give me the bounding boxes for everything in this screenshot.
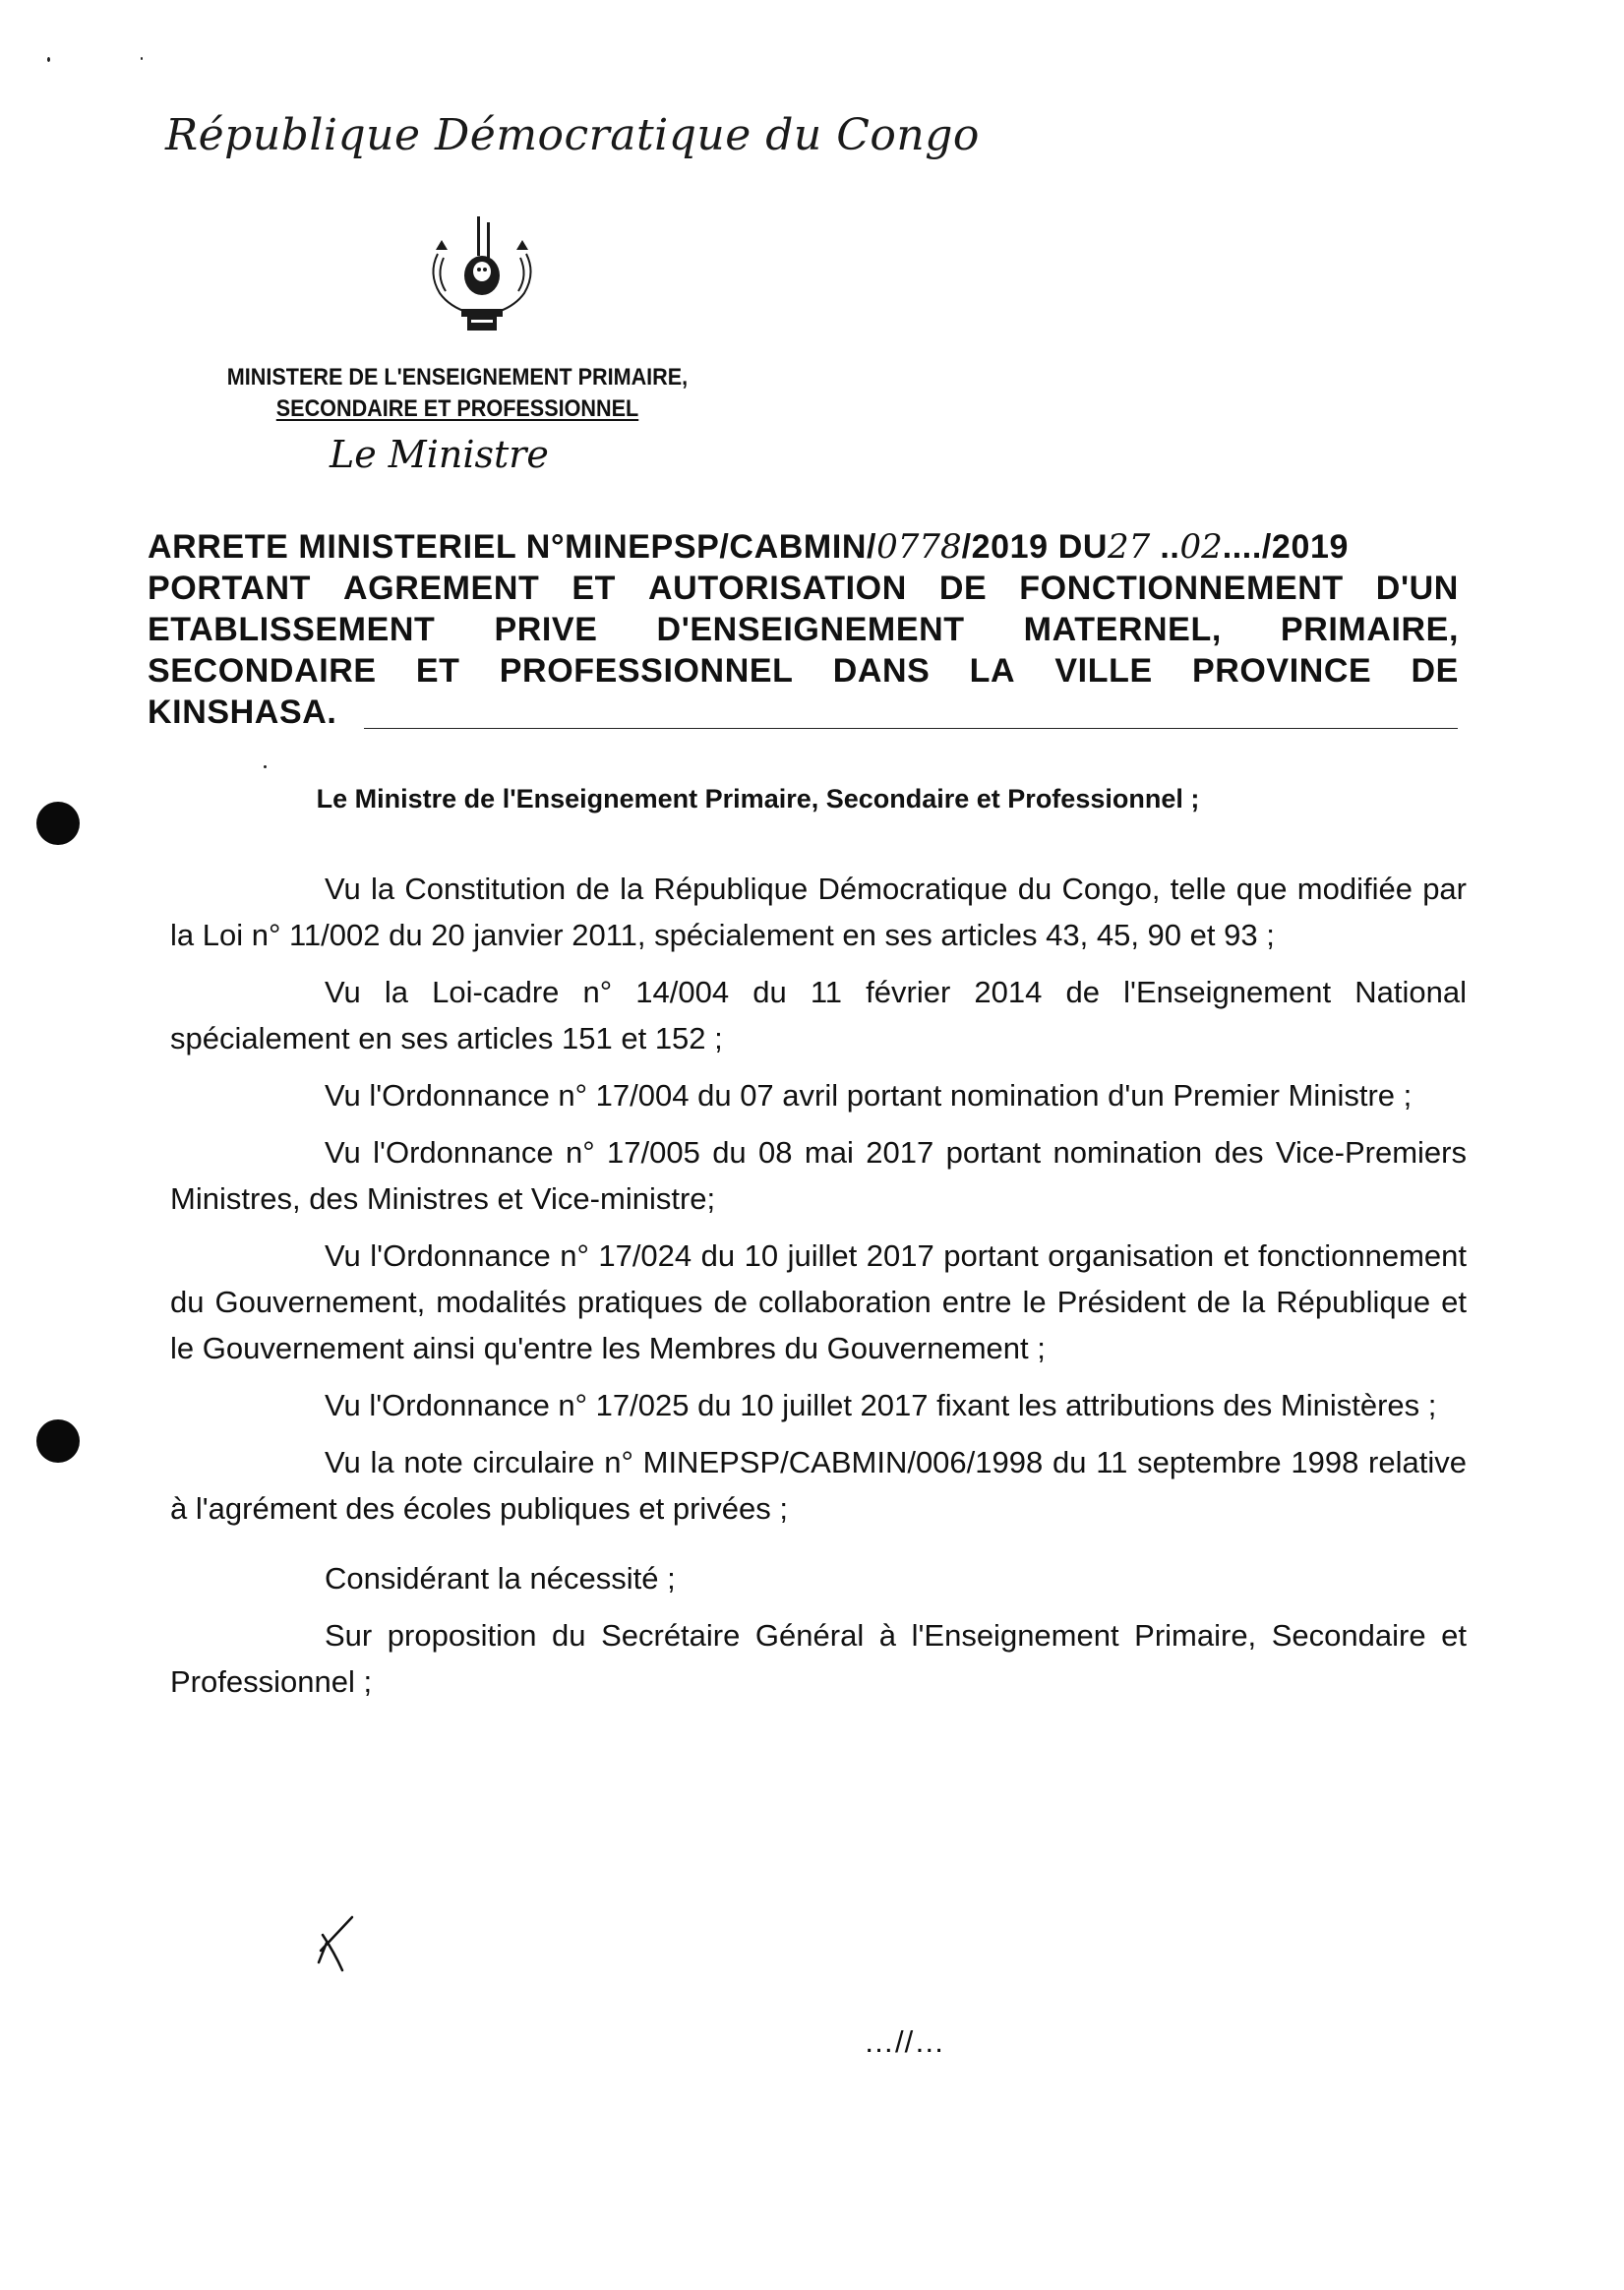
handwritten-initial-mark — [313, 1913, 368, 1974]
decree-title-line4 — [148, 650, 1459, 692]
country-name: République Démocratique du Congo — [165, 110, 980, 160]
ministry-name-line2-wrapper — [46, 395, 870, 423]
paragraph-ordonnance-17-004: Vu l'Ordonnance n° 17/004 du 07 avril portant nomination d'un Premier Ministre ; — [325, 1078, 1413, 1113]
decree-dots: .. — [1150, 528, 1180, 566]
w: PROFESSIONNEL — [499, 652, 794, 690]
w: AGREMENT — [343, 570, 540, 607]
paragraph-loi-cadre: Vu la Loi-cadre n° 14/004 du 11 février 2014 de l'Enseignement National spécialement en ses articles 151 et 152 ; — [170, 975, 1467, 1055]
scan-speck — [141, 57, 143, 60]
decree-title-underline — [364, 728, 1458, 729]
decree-title-line5: KINSHASA. — [148, 693, 337, 731]
w: DE — [1411, 652, 1459, 690]
minister-title: Le Ministre — [330, 433, 549, 476]
paragraph-ordonnance-17-024: Vu l'Ordonnance n° 17/024 du 10 juillet 2017 portant organisation et fonctionnement du Gouvernement, modalités pratiques de collaboration entre le Président de la République et le Gouvernement ainsi qu'entre les Membres du Gouvernement ; — [170, 1238, 1467, 1365]
ministry-name-line2: SECONDAIRE ET PROFESSIONNEL — [275, 395, 639, 422]
scan-speck — [47, 57, 50, 62]
w: PRIVE — [494, 611, 598, 648]
w: VILLE — [1054, 652, 1153, 690]
decree-title — [148, 526, 1459, 733]
paragraph-ordonnance-17-025: Vu l'Ordonnance n° 17/025 du 10 juillet 2017 fixant les attributions des Ministères ; — [325, 1388, 1437, 1422]
paragraph-constitution: Vu la Constitution de la République Démocratique du Congo, telle que modifiée par la Loi n° 11/002 du 20 janvier 2011, spécialement en ses articles 43, 45, 90 et 93 ; — [170, 872, 1467, 952]
decree-year: /2019 DU — [961, 528, 1109, 566]
decree-title-line1-text — [148, 526, 1349, 568]
w: DE — [938, 570, 988, 607]
paragraph-note-circulaire: Vu la note circulaire n° MINEPSP/CABMIN/006/1998 du 11 septembre 1998 relative à l'agrément des écoles publiques et privées ; — [170, 1445, 1467, 1526]
w: D'ENSEIGNEMENT — [656, 611, 965, 648]
w: ET — [571, 570, 617, 607]
preamble-body — [170, 866, 1467, 1716]
paragraph-considerant: Considérant la nécessité ; — [325, 1561, 676, 1596]
decree-title-line2 — [148, 568, 1459, 609]
w: AUTORISATION — [648, 570, 907, 607]
decree-number-handwritten: 0778 — [876, 527, 962, 567]
decree-suffix: ..../2019 — [1222, 528, 1349, 566]
ministry-name-line1: MINISTERE DE L'ENSEIGNEMENT PRIMAIRE, — [226, 364, 689, 391]
w: MATERNEL, — [1023, 611, 1222, 648]
w: FONCTIONNEMENT — [1019, 570, 1344, 607]
w: PRIMAIRE, — [1280, 611, 1459, 648]
decree-month-handwritten: 02 — [1179, 527, 1223, 567]
decree-title-line1 — [148, 526, 1459, 568]
punch-hole — [36, 1419, 80, 1463]
w: SECONDAIRE — [148, 652, 377, 690]
w: D'UN — [1375, 570, 1459, 607]
w: ET — [415, 652, 460, 690]
w: ETABLISSEMENT — [148, 611, 436, 648]
page-continuation-mark: …//… — [864, 2024, 946, 2059]
preamble-heading: Le Ministre de l'Enseignement Primaire, Secondaire et Professionnel ; — [316, 784, 1200, 814]
scan-speck — [264, 765, 267, 768]
w: LA — [969, 652, 1016, 690]
decree-title-line3 — [148, 609, 1459, 650]
decree-day-handwritten: 27 — [1108, 527, 1151, 567]
w: DANS — [832, 652, 931, 690]
decree-prefix: ARRETE MINISTERIEL N°MINEPSP/CABMIN/ — [148, 528, 877, 566]
w: PORTANT — [148, 570, 311, 607]
paragraph-ordonnance-17-005: Vu l'Ordonnance n° 17/005 du 08 mai 2017 portant nomination des Vice-Premiers Ministres, des Ministres et Vice-ministre; — [170, 1135, 1467, 1216]
paragraph-sur-proposition: Sur proposition du Secrétaire Général à l'Enseignement Primaire, Secondaire et Professionnel ; — [170, 1618, 1467, 1699]
coat-of-arms-icon — [418, 214, 546, 342]
w: PROVINCE — [1191, 652, 1372, 690]
